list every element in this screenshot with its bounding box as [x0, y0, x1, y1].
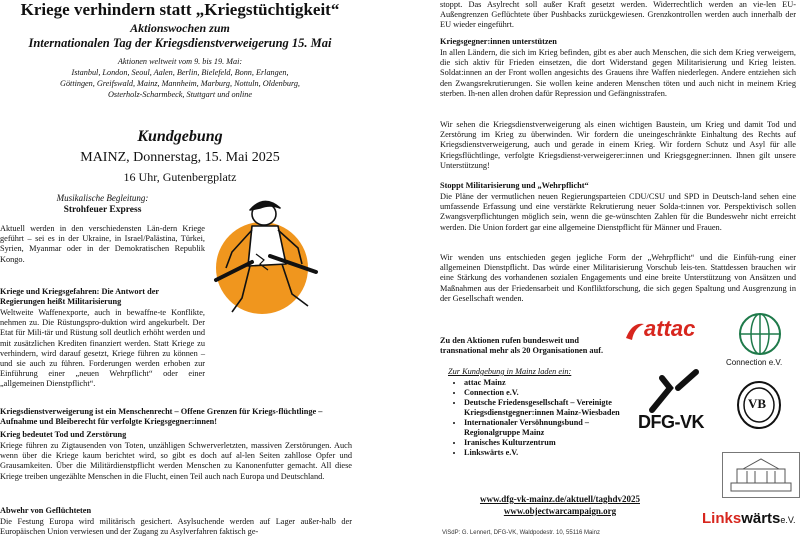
- globe-icon: [720, 312, 800, 358]
- subtitle-2: Internationalen Tag der Kriegsdienstverweigerung 15. Mai: [28, 36, 332, 50]
- paragraph-gegen-dienstpflicht: Wir wenden uns entschieden gegen jegliche Form der „Wehrpflicht“ und die Einfüh-rung einer allgemeinen Dienstpflicht. Das würde einer Militarisierung Vorschub leis-ten. Stattdessen brauchen wir eine Stärkung des vorhandenen sozialen Engagements und eine breite Unterstützung von Ansätzen und Maßnahmen aus der Friedensarbeit und Konfliktforschung, die sich gegen Spaltung und Ausgrenzung in der Gesellschaft wenden.: [440, 253, 796, 303]
- link-dfg-vk-mainz[interactable]: www.dfg-vk-mainz.de/aktuell/taghdv2025: [479, 494, 640, 504]
- paragraph-asyl-cont: stoppt. Das Asylrecht soll außer Kraft gesetzt werden. Widerrechtlich werden an vie-len EU-Außengrenzen Geflüchtete über Pushbacks zurückgewiesen. Grenzkontrollen werden auch innerhalb der EU wieder eingeführt.: [440, 0, 796, 30]
- event-kind: Kundgebung: [137, 128, 223, 145]
- cities-line-1: Aktionen weltweit vom 9. bis 19. Mai:: [117, 57, 243, 66]
- supporter-item: • Connection e.V.: [464, 388, 634, 398]
- link-objectwarcampaign[interactable]: www.objectwarcampaign.org: [503, 506, 617, 516]
- cities-line-3: Göttingen, Greifswald, Mainz, Mannheim, Marburg, Nottuln, Oldenburg,: [60, 79, 300, 88]
- linkswaerts-logo: [702, 510, 800, 530]
- imprint: ViSdP: G. Lennert, DFG-VK, Waldpodestr. 10, 55116 Mainz: [442, 530, 600, 536]
- connection-wordmark: Connection e.V.: [726, 358, 783, 367]
- heading-tod: Krieg bedeutet Tod und Zerstörung: [0, 430, 127, 439]
- dfgvk-logo: [632, 368, 712, 438]
- broken-rifle-logo-icon: [632, 368, 712, 416]
- heading-militarisierung: Kriege und Kriegsgefahren: Die Antwort der Regierungen heißt Militarisierung: [0, 287, 159, 307]
- dfgvk-wordmark: DFG-VK: [638, 412, 704, 432]
- paragraph-unterstuetzen: In allen Ländern, die sich im Krieg befinden, gibt es aber auch Menschen, die sich dem Krieg verweigern, die sich aktiv für Frieden einsetzen, die dort Widerstand gegen Militarisierung und Krieg leisten. Soldat:innen an der Front wollen angesichts des Grauens ihre Waffen niederlegen. Andere entziehen sich den Zwangsrekrutierungen. Sie wollen keine anderen Menschen töten und auch nicht in meinem Krieg sterben. Ih-nen allen drohen dafür Repression und Gefängnisstrafen.: [440, 48, 796, 98]
- music-band: Strohfeuer Express: [63, 205, 142, 215]
- building-icon: [723, 453, 799, 497]
- connection-logo: [720, 312, 800, 372]
- supporter-item: • Internationaler Versöhnungsbund – Regionalgruppe Mainz: [464, 418, 634, 438]
- event-place-date: MAINZ, Donnerstag, 15. Mai 2025: [80, 150, 280, 165]
- left-column: [0, 0, 360, 542]
- cities-line-4: Osterholz-Scharmbeck, Stuttgart und online: [107, 90, 253, 99]
- supporter-item: • attac Mainz: [464, 378, 634, 388]
- linkswaerts-word-waerts: wärts: [741, 510, 781, 527]
- intro-paragraph: Aktuell werden in den verschiedensten Län-dern Kriege geführt – sei es in der Ukraine, in Israel/Palästina, Türkei, Syrien, Myanmar oder in der Demokratischen Republik Kongo.: [0, 224, 205, 264]
- ivb-letters: VB: [748, 396, 767, 411]
- linkswaerts-word-links: Links: [702, 510, 742, 527]
- invite-label: Zur Kundgebung in Mainz laden ein:: [448, 367, 572, 376]
- music-label: Musikalische Begleitung:: [56, 193, 149, 203]
- heading-unterstuetzen: Kriegsgegner:innen unterstützen: [440, 37, 557, 46]
- heading-menschenrecht: Kriegsdienstverweigerung ist ein Menschenrecht – Offene Grenzen für Kriegs-flüchtlinge – Aufnahme und Bleiberecht für verfolgte Kriegsgegner:innen!: [0, 407, 323, 427]
- page-title: Kriege verhindern statt „Kriegstüchtigkeit“: [20, 0, 340, 19]
- call-organisations: Zu den Aktionen rufen bundesweit und transnational mehr als 20 Organisationen auf.: [440, 336, 604, 356]
- broken-rifle-illustration: [212, 194, 322, 322]
- paragraph-militarisierung: Weltweite Waffenexporte, auch in bewaffne-te Konflikte, nehmen zu. Die Rüstungspro-duktion wird angekurbelt. Der Etat für Mili-tär und Rüstung soll deutlich erhöht werden und mit zusätzlichen Krediten finanziert werden. Statt Kriege zu verhindern, wird darauf gesetzt, Kriege führen zu können – und sie auch zu führen. Forderungen werden erhoben zur Einführung einer „neuen Wehrpflicht“ oder einer „allgemeinen Dienstpflicht“.: [0, 308, 205, 389]
- event-time-place: 16 Uhr, Gutenbergplatz: [123, 170, 237, 184]
- paragraph-regierungsplaene: Die Pläne der vermutlichen neuen Regierungsparteien CDU/CSU und SPD in Deutsch-land sehen eine umfassende Erfassung und eine verstärkte Rekrutierung neuer Solda-t:innen vor. Perspektivisch sollen Zwangsverpflichtungen möglich sein, wenn die ge-wünschten Zahlen für die Bundeswehr nicht erreicht werden. Die Union fordert gar eine allgemeine Dienstpflicht für Männer und Frauen.: [440, 192, 796, 232]
- attac-logo: [622, 318, 712, 344]
- paragraph-tod: Kriege führen zu Zigtausenden von Toten, unzähligen Schwerverletzten, massiven Zerstörungen. Auch wenn über die Kriege kaum berichtet wird, so gibt es doch auf al-len Seiten zahllose Opfer und Grausamkeiten. Über die Militärdienstpflicht werden Menschen zu Kanonenfutter gemacht. All diese Kriege treiben ungezählte Menschen in die Flucht, einen Teil auch nach Europa und Deutschland.: [0, 441, 352, 481]
- ivb-logo: [736, 380, 782, 430]
- heading-wehrpflicht: Stoppt Militarisierung und „Wehrpflicht“: [440, 181, 589, 190]
- right-column: [440, 0, 800, 542]
- linkswaerts-ev: e.V.: [780, 515, 796, 525]
- supporter-item: • Deutsche Friedensgesellschaft – Vereinigte Kriegsdienstgegner:innen Mainz-Wiesbaden: [464, 398, 634, 418]
- supporter-item: • Iranisches Kulturzentrum: [464, 438, 634, 448]
- kulturzentrum-logo: [722, 452, 800, 498]
- attac-wordmark: attac: [644, 316, 696, 341]
- supporters-list: [450, 378, 634, 458]
- paragraph-kdv: Wir sehen die Kriegsdienstverweigerung als einen wichtigen Baustein, um Krieg und damit Tod und Zerstörung im Krieg zu überwinden. Wir fordern die uneingeschränkte Einhaltung des Rechts auf Kriegsdienstverweigerung, auch und gerade in einem Krieg. Wir fordern Schutz und Asyl für alle Kriegsflüchtlinge, verfolgte Kriegsdienst-verweigerer:innen und Kriegsgegner:innen. Ihnen gilt unsere Unterstützung!: [440, 120, 796, 170]
- subtitle-1: Aktionswochen zum: [130, 21, 230, 35]
- heading-abwehr: Abwehr von Geflüchteten: [0, 506, 92, 515]
- cities-line-2: Istanbul, London, Seoul, Aalen, Berlin, Bielefeld, Bonn, Erlangen,: [71, 68, 289, 77]
- paragraph-abwehr: Die Festung Europa wird militärisch gesichert. Asylsuchende werden auf Lager außer-halb der Europäischen Union verwiesen und der Zugang zu Asylverfahren faktisch ge-: [0, 517, 352, 537]
- supporter-item: • Linkswärts e.V.: [464, 448, 634, 458]
